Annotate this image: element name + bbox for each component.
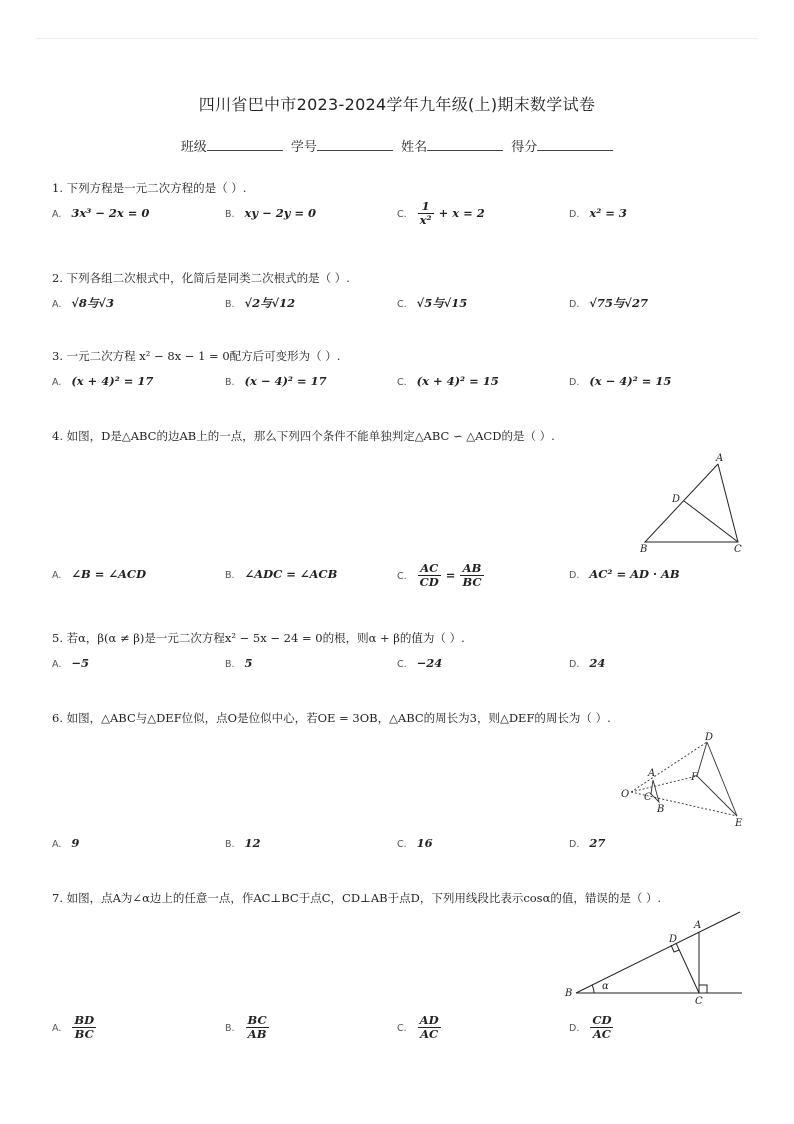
question-3-stem: 3. 一元二次方程 x² − 8x − 1 = 0配方后可变形为（ ）. xyxy=(52,349,341,363)
option-d[interactable]: D. 27 xyxy=(569,836,606,850)
class-blank[interactable] xyxy=(207,138,283,151)
name-blank[interactable] xyxy=(427,138,503,151)
question-4-stem: 4. 如图，D是△ABC的边AB上的一点，那么下列四个条件不能单独判定△ABC ∽ △ACD的是（ ）. xyxy=(52,429,555,443)
figure-label: A xyxy=(694,920,702,931)
option-a[interactable]: A. 9 xyxy=(52,836,80,850)
question-7-options xyxy=(52,1013,752,1042)
option-c[interactable]: C. (x + 4)² = 15 xyxy=(397,374,499,388)
score-blank[interactable] xyxy=(537,138,613,151)
question-6-options xyxy=(52,836,752,860)
question-2-stem: 2. 下列各组二次根式中，化简后是同类二次根式的是（ ）. xyxy=(52,271,350,285)
figure-label: C xyxy=(734,544,742,555)
student-id-label: 学号 xyxy=(290,140,317,155)
figure-label: O xyxy=(621,789,630,800)
fraction: $\frac{1}{\text{x²}}$ xyxy=(419,199,432,228)
figure-label: C xyxy=(695,996,703,1007)
triangle-abc-figure xyxy=(630,452,755,556)
header-rule xyxy=(36,38,758,39)
student-info-line xyxy=(0,136,794,155)
figure-label: D xyxy=(672,494,681,505)
option-c[interactable]: C. $\frac{1}{\text{x²}}$ + x = 2 xyxy=(397,199,485,228)
question-1-stem: 1. 下列方程是一元二次方程的是（ ）. xyxy=(52,181,247,195)
option-a[interactable]: A. ∠B = ∠ACD xyxy=(52,567,147,581)
question-3-options xyxy=(52,374,752,398)
option-a[interactable]: A. √8与√3 xyxy=(52,296,114,310)
option-a[interactable]: A. 3x³ − 2x = 0 xyxy=(52,206,150,220)
option-b[interactable]: B. √2与√12 xyxy=(225,296,296,310)
option-c[interactable]: C. 16 xyxy=(397,836,433,850)
option-b[interactable]: B. (x − 4)² = 17 xyxy=(225,374,327,388)
student-id-blank[interactable] xyxy=(317,138,393,151)
option-b[interactable]: B. 12 xyxy=(225,836,261,850)
option-d[interactable]: D. $\frac{CD}{AC}$ xyxy=(569,1013,612,1042)
class-label: 班级 xyxy=(180,140,207,155)
option-c[interactable]: C. −24 xyxy=(397,656,443,670)
question-1-options xyxy=(52,199,752,230)
figure-label: B xyxy=(640,544,648,555)
option-b[interactable]: B. ∠ADC = ∠ACB xyxy=(225,567,338,581)
option-c[interactable]: C. √5与√15 xyxy=(397,296,468,310)
fraction: $\frac{AC}{CD}$ xyxy=(419,561,439,590)
fraction: $\frac{BD}{BC}$ xyxy=(74,1013,95,1042)
figure-label: α xyxy=(602,981,609,992)
fraction: $\frac{CD}{AC}$ xyxy=(592,1013,612,1042)
option-b[interactable]: B. xy − 2y = 0 xyxy=(225,206,317,220)
figure-label: A xyxy=(716,453,724,464)
option-d[interactable]: D. √75与√27 xyxy=(569,296,648,310)
option-a[interactable]: A. (x + 4)² = 17 xyxy=(52,374,154,388)
question-6-stem: 6. 如图，△ABC与△DEF位似，点O是位似中心，若OE = 3OB，△ABC的周长为3，则△DEF的周长为（ ）. xyxy=(52,711,611,725)
figure-label: F xyxy=(691,772,698,783)
question-5-options xyxy=(52,656,752,680)
option-c[interactable]: C. $\frac{AD}{AC}$ xyxy=(397,1013,439,1042)
fraction: $\frac{AB}{BC}$ xyxy=(462,561,482,590)
figure-label: B xyxy=(657,804,665,815)
fraction: $\frac{BC}{AB}$ xyxy=(247,1013,267,1042)
option-d[interactable]: D. (x − 4)² = 15 xyxy=(569,374,672,388)
question-7-stem: 7. 如图，点A为∠α边上的任意一点，作AC⊥BC于点C，CD⊥AB于点D，下列用线段比表示cosα的值，错误的是（ ）. xyxy=(52,891,662,905)
option-d[interactable]: D. AC² = AD · AB xyxy=(569,567,680,581)
option-d[interactable]: D. 24 xyxy=(569,656,606,670)
fraction: $\frac{AD}{AC}$ xyxy=(419,1013,439,1042)
option-a[interactable]: A. −5 xyxy=(52,656,89,670)
figure-label: C xyxy=(644,792,652,803)
figure-label: A xyxy=(648,768,656,779)
option-c[interactable]: C. $\frac{AC}{CD}$ = $\frac{AB}{BC}$ xyxy=(397,561,482,590)
right-triangle-figure xyxy=(560,908,745,1008)
homothety-figure xyxy=(615,730,750,830)
question-4-options xyxy=(52,561,752,591)
score-label: 得分 xyxy=(511,140,538,155)
name-label: 姓名 xyxy=(401,140,428,155)
option-b[interactable]: B. $\frac{BC}{AB}$ xyxy=(225,1013,267,1042)
option-a[interactable]: A. $\frac{BD}{BC}$ xyxy=(52,1013,95,1042)
figure-label: E xyxy=(735,818,743,829)
option-b[interactable]: B. 5 xyxy=(225,656,253,670)
question-2-options xyxy=(52,295,752,319)
option-d[interactable]: D. x² = 3 xyxy=(569,206,627,220)
figure-label: D xyxy=(705,732,714,743)
question-5-stem: 5. 若α，β(α ≠ β)是一元二次方程x² − 5x − 24 = 0的根，则α + β的值为（ ）. xyxy=(52,631,465,645)
figure-label: B xyxy=(565,988,573,999)
figure-label: D xyxy=(669,934,678,945)
page-title: 四川省巴中市2023-2024学年九年级(上)期末数学试卷 xyxy=(198,95,596,114)
